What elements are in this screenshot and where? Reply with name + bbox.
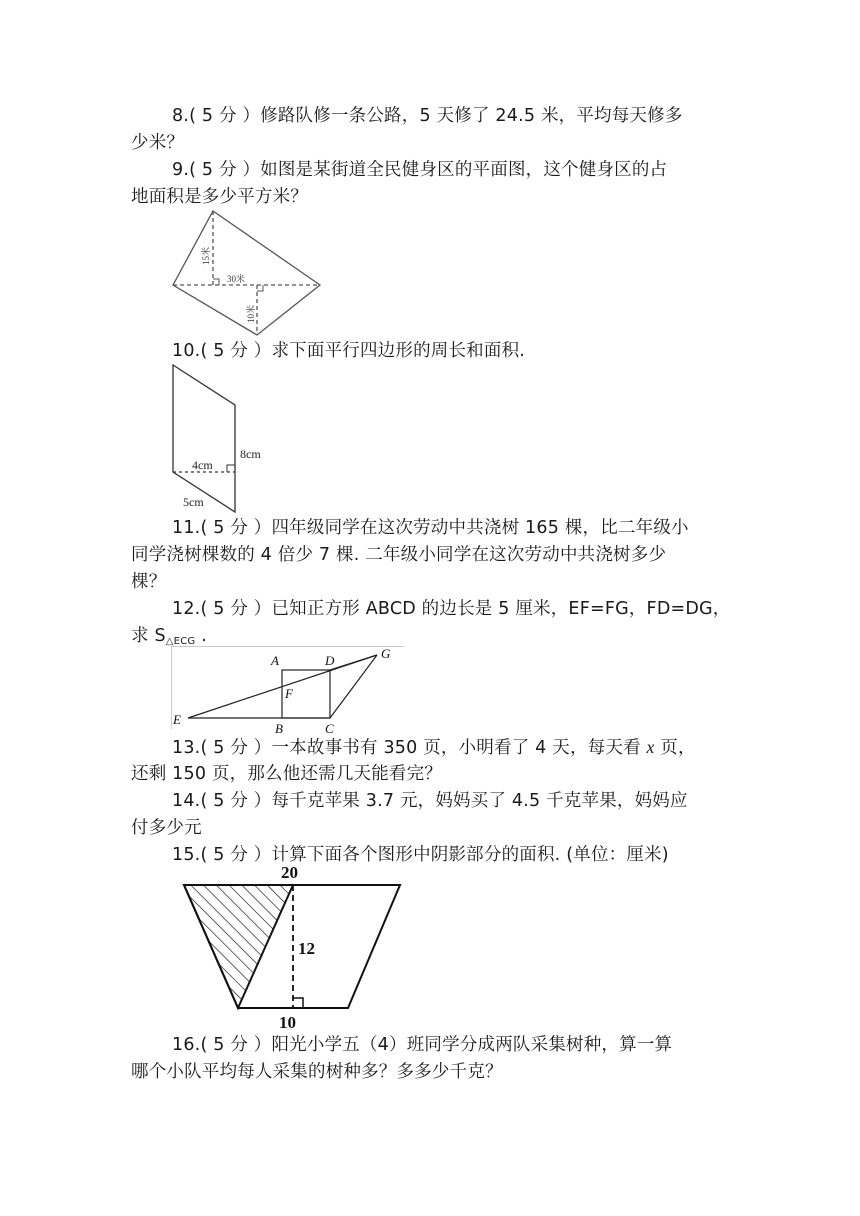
q15-number: 15. bbox=[172, 845, 201, 865]
q10-text-1: ( 5 分 ）求下面平行四边形的周长和面积. bbox=[200, 341, 526, 361]
q13-text-1: ( 5 分 ）一本故事书有 350 页，小明看了 4 天，每天看 bbox=[200, 738, 647, 758]
q14-number: 14. bbox=[172, 791, 201, 811]
q12-label-a: A bbox=[271, 653, 279, 668]
q13-line1 bbox=[172, 735, 732, 760]
q10-figure bbox=[165, 360, 275, 518]
q14-text-1: ( 5 分 ）每千克苹果 3.7 元，妈妈买了 4.5 千克苹果，妈妈应 bbox=[200, 791, 688, 811]
q8-line1 bbox=[172, 104, 732, 128]
q8-text-2: 少米？ bbox=[131, 133, 185, 153]
q9-right-angle-1 bbox=[213, 279, 219, 285]
q16-text-1: ( 5 分 ）阳光小学五（4）班同学分成两队采集树种，算一算 bbox=[200, 1035, 673, 1055]
q14-line1 bbox=[172, 789, 732, 813]
q9-text-2: 地面积是多少平方米？ bbox=[131, 187, 308, 207]
q12-text-1: ( 5 分 ）已知正方形 ABCD 的边长是 5 厘米，EF=FG，FD=DG， bbox=[200, 599, 731, 619]
q13-variable: x bbox=[646, 737, 655, 757]
q15-label-20: 20 bbox=[281, 863, 298, 882]
q9-right-angle-2 bbox=[257, 285, 263, 291]
q12-label-e: E bbox=[173, 712, 181, 727]
q9-number: 9. bbox=[172, 160, 190, 180]
q15-figure bbox=[178, 860, 408, 1032]
q15-label-10: 10 bbox=[279, 1013, 296, 1032]
q10-number: 10. bbox=[172, 341, 201, 361]
q12-label-b: B bbox=[275, 721, 283, 733]
q10-label-5cm: 5cm bbox=[183, 495, 204, 509]
q16-text-2: 哪个小队平均每人采集的树种多？多多少千克？ bbox=[131, 1062, 503, 1082]
q9-label-30: 30米 bbox=[227, 274, 246, 284]
q9-label-10: 10米 bbox=[246, 304, 256, 323]
q15-text-1: ( 5 分 ）计算下面各个图形中阴影部分的面积. (单位：厘米) bbox=[200, 845, 669, 865]
q10-label-4cm: 4cm bbox=[192, 458, 213, 472]
q12-line-cg bbox=[330, 655, 377, 718]
q12-text-2: 求 S bbox=[131, 626, 166, 646]
q9-line1 bbox=[172, 158, 732, 182]
q12-label-f: F bbox=[285, 686, 293, 701]
q9-label-15: 15米 bbox=[201, 246, 211, 265]
q15-shaded-triangle bbox=[184, 885, 293, 1008]
q8-number: 8. bbox=[172, 106, 190, 126]
q11-text-1: ( 5 分 ）四年级同学在这次劳动中共浇树 165 棵，比二年级小 bbox=[200, 518, 689, 538]
q12-text-3: . bbox=[195, 626, 207, 646]
q12-number: 12. bbox=[172, 599, 201, 619]
q11-line1 bbox=[172, 516, 732, 540]
q12-label-g: G bbox=[381, 646, 391, 661]
q11-number: 11. bbox=[172, 518, 201, 538]
q9-text-1: ( 5 分 ）如图是某街道全民健身区的平面图，这个健身区的占 bbox=[189, 160, 668, 180]
q15-right-angle bbox=[293, 998, 303, 1008]
q12-label-d: D bbox=[325, 653, 335, 668]
q12-subscript: △ECG bbox=[165, 636, 196, 647]
q13-text-1b: 页， bbox=[654, 738, 696, 758]
q12-figure bbox=[170, 645, 405, 733]
q10-label-8cm: 8cm bbox=[240, 447, 261, 461]
q12-label-c: C bbox=[325, 721, 334, 733]
q10-right-angle bbox=[227, 465, 235, 472]
q9-figure bbox=[165, 205, 330, 340]
q11-text-2: 同学浇树棵数的 4 倍少 7 棵. 二年级小同学在这次劳动中共浇树多少 bbox=[131, 545, 667, 565]
q16-line1 bbox=[172, 1033, 732, 1057]
q14-text-2: 付多少元 bbox=[131, 818, 202, 838]
q13-number: 13. bbox=[172, 738, 201, 758]
q10-outline bbox=[173, 365, 235, 512]
q8-text-1: ( 5 分 ）修路队修一条公路，5 天修了 24.5 米，平均每天修多 bbox=[189, 106, 683, 126]
q12-line-dg bbox=[330, 655, 377, 670]
q12-line1 bbox=[172, 597, 732, 621]
q16-number: 16. bbox=[172, 1035, 201, 1055]
q13-text-2: 还剩 150 页，那么他还需几天能看完？ bbox=[131, 764, 443, 784]
q15-label-12: 12 bbox=[298, 939, 315, 958]
q11-text-3: 棵？ bbox=[131, 572, 167, 592]
